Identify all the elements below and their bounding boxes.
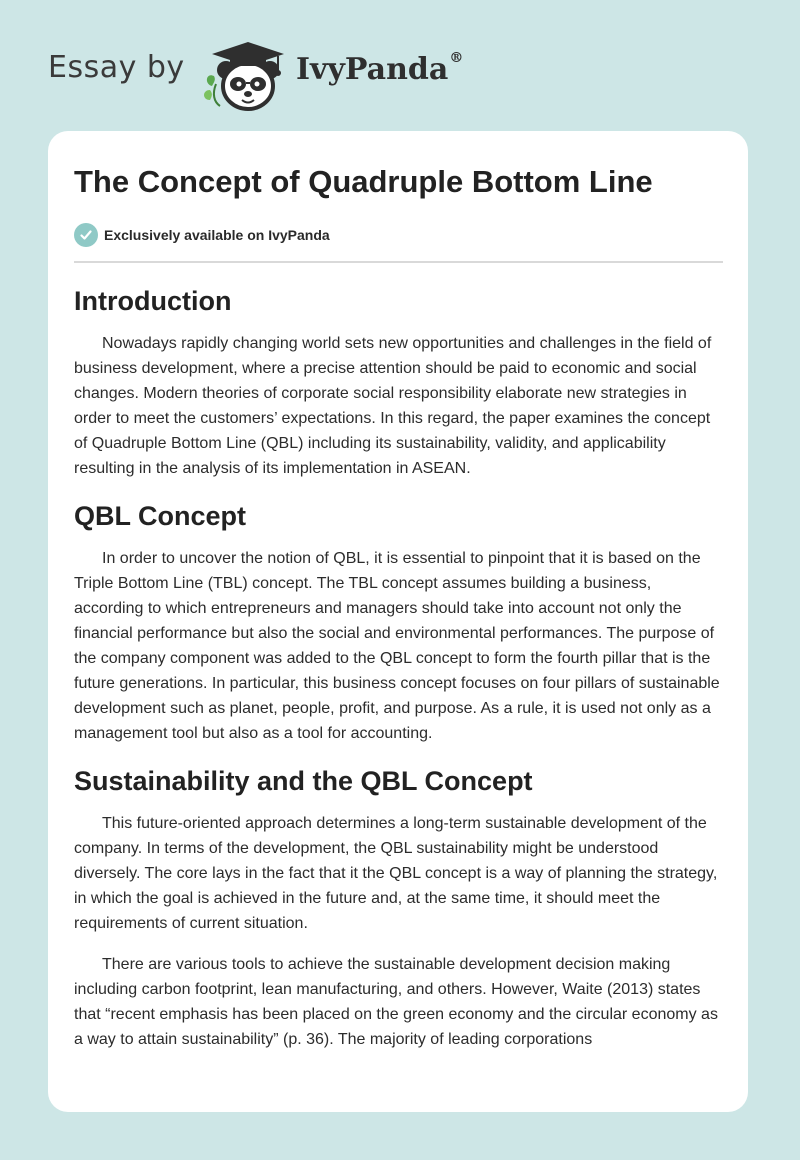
section-introduction <box>74 281 724 481</box>
exclusive-badge-text: Exclusively available on IvyPanda <box>104 227 330 243</box>
brand-logo-text[interactable] <box>296 52 463 87</box>
article-card <box>48 131 748 1112</box>
section-qbl-concept <box>74 496 724 746</box>
section-heading: QBL Concept <box>74 501 247 531</box>
paragraph: This future-oriented approach determines a long-term sustainable development of the company. In terms of the development, the QBL sustainability might be understood diversely. The core lays in the fact that it the QBL concept is a way of planning the strategy, in which the goal is achieved in the future and, at the same time, it should meet the requirements of current situation. <box>74 815 718 932</box>
essay-by-label: Essay by <box>48 50 185 85</box>
exclusive-badge <box>74 223 330 247</box>
paragraph: There are various tools to achieve the sustainable development decision making including carbon footprint, lean manufacturing, and others. However, Waite (2013) states that “recent emphasis has been placed on the green economy and the circular economy as a way to attain sustainability” (p. 36). The majority of leading corporations <box>74 956 718 1048</box>
registered-mark: ® <box>449 50 464 66</box>
section-sustainability <box>74 761 724 1052</box>
paragraph: In order to uncover the notion of QBL, it is essential to pinpoint that it is based on the Triple Bottom Line (TBL) concept. The TBL concept assumes building a business, according to which entrepreneurs and managers should take into account not only the financial performance but also the social and environmental performances. The purpose of the company component was added to the QBL concept to form the fourth pillar that is the future generations. In particular, this business concept focuses on four pillars of sustainable development such as planet, people, profit, and purpose. As a rule, it is used not only as a management tool but also as a tool for accounting. <box>74 550 720 742</box>
brand-name: IvyPanda <box>296 52 449 87</box>
paragraph: Nowadays rapidly changing world sets new opportunities and challenges in the field of business development, where a precise attention should be paid to economic and social changes. Modern theories of corporate social responsibility elaborate new strategies in order to meet the customers’ expectations. In this regard, the paper examines the concept of Quadruple Bottom Line (QBL) including its sustainability, validity, and applicability resulting in the analysis of its implementation in ASEAN. <box>74 335 712 477</box>
panda-graduate-icon[interactable] <box>200 36 290 112</box>
check-icon <box>74 223 98 247</box>
article-title: The Concept of Quadruple Bottom Line <box>74 164 653 199</box>
section-heading: Sustainability and the QBL Concept <box>74 766 533 796</box>
section-heading: Introduction <box>74 286 232 316</box>
article-body <box>74 281 724 1052</box>
site-header <box>0 0 800 130</box>
title-divider <box>74 261 723 263</box>
